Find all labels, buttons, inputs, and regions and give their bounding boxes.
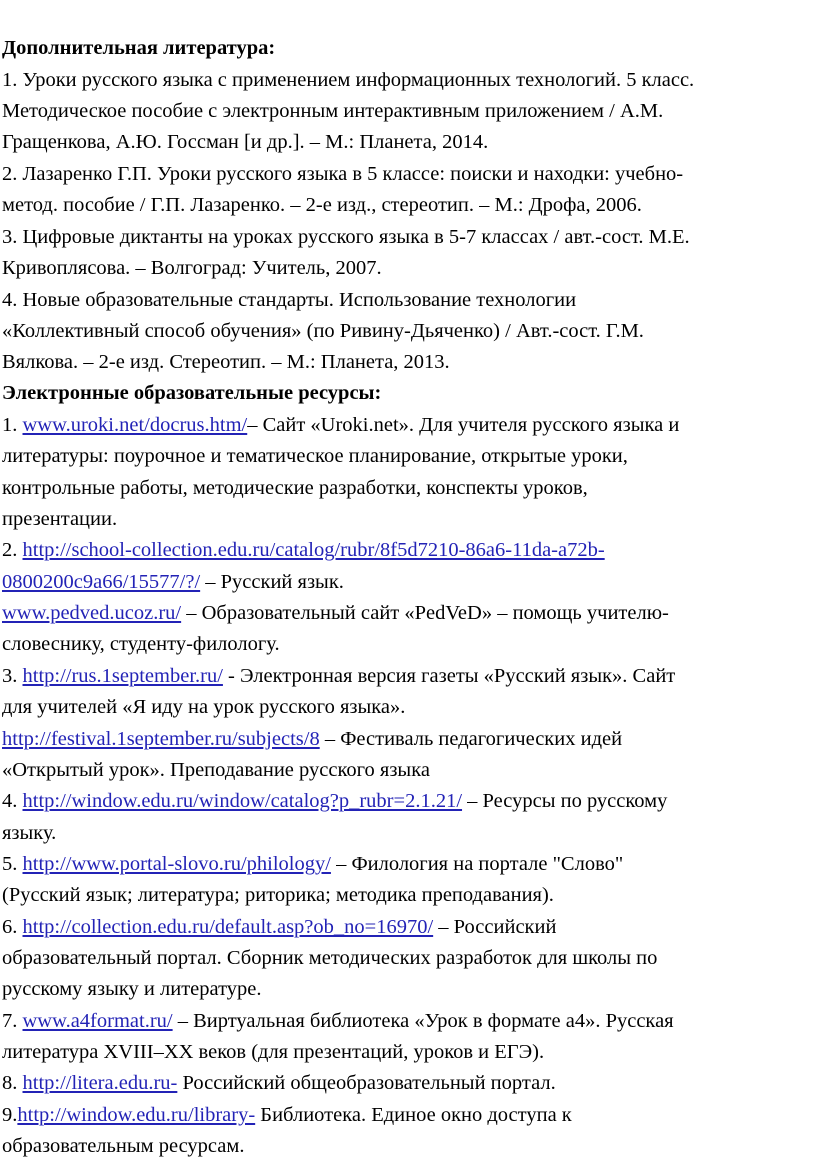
resource-2-line-2 xyxy=(2,570,344,594)
resource-1-line-1 xyxy=(2,413,679,437)
resource-5-line-2: (Русский язык; литература; риторика; методика преподавания). xyxy=(2,884,554,906)
resource-7-line-1 xyxy=(2,1009,674,1033)
resource-2-number: 2. xyxy=(2,539,23,561)
resource-2-text: – Русский язык. xyxy=(200,571,344,593)
resource-3b-line-2: «Открытый урок». Преподавание русского языка xyxy=(2,759,430,781)
resource-6-text: – Российский xyxy=(433,916,557,938)
resource-9-text: Библиотека. Единое окно доступа к xyxy=(255,1104,572,1126)
lit-item-1-line-3: Гращенкова, А.Ю. Госсман [и др.]. – М.: Планета, 2014. xyxy=(2,131,489,153)
resource-3b-link[interactable]: http://festival.1september.ru/subjects/8 xyxy=(2,728,320,750)
lit-item-4-line-1: 4. Новые образовательные стандарты. Использование технологии xyxy=(2,289,577,311)
resource-6-line-3: русскому языку и литературе. xyxy=(2,978,262,1000)
resource-3-line-1 xyxy=(2,664,675,688)
resource-7-text: – Виртуальная библиотека «Урок в формате а4». Русская xyxy=(172,1010,674,1032)
resource-3-line-2: для учителей «Я иду на урок русского языка». xyxy=(2,696,406,718)
resource-1-line-2: литературы: поурочное и тематическое планирование, открытые уроки, xyxy=(2,445,628,467)
resource-2b-text: – Образовательный сайт «PedVeD» – помощь учителю- xyxy=(181,602,669,624)
resource-5-text: – Филология на портале "Слово" xyxy=(330,853,624,875)
resource-7-link[interactable]: www.a4format.ru/ xyxy=(22,1010,173,1032)
resource-9-link[interactable]: http://window.edu.ru/library- xyxy=(17,1104,256,1126)
resource-4-line-2: языку. xyxy=(2,822,57,844)
resource-1-line-3: контрольные работы, методические разработки, конспекты уроков, xyxy=(2,477,588,499)
resource-3b-text: – Фестиваль педагогических идей xyxy=(319,728,623,750)
resource-8-text: Российский общеобразовательный портал. xyxy=(177,1072,556,1094)
resource-5-link[interactable]: http://www.portal-slovo.ru/philology/ xyxy=(22,853,331,875)
resource-4-number: 4. xyxy=(2,790,23,812)
resource-4-line-1 xyxy=(2,789,667,813)
resource-6-link[interactable]: http://collection.edu.ru/default.asp?ob_no=16970/ xyxy=(22,916,434,938)
heading-additional-literature: Дополнительная литература: xyxy=(2,37,276,59)
resource-2b-link[interactable]: www.pedved.ucoz.ru/ xyxy=(2,602,182,624)
resource-4-text: – Ресурсы по русскому xyxy=(462,790,668,812)
resource-3b-line-1 xyxy=(2,727,622,751)
resource-6-line-1 xyxy=(2,915,556,939)
lit-item-3-line-1: 3. Цифровые диктанты на уроках русского языка в 5-7 классах / авт.-сост. М.Е. xyxy=(2,226,690,248)
lit-item-4-line-3: Вялкова. – 2-е изд. Стереотип. – М.: Планета, 2013. xyxy=(2,351,450,373)
resource-2-link-part-1[interactable]: http://school-collection.edu.ru/catalog/rubr/8f5d7210-86a6-11da-a72b- xyxy=(22,539,605,561)
resource-8-number: 8. xyxy=(2,1072,23,1094)
resource-8-line-1 xyxy=(2,1071,556,1095)
resource-1-text: – Сайт «Uroki.net». Для учителя русского языка и xyxy=(247,414,680,436)
lit-item-1-line-1: 1. Уроки русского языка с применением информационных технологий. 5 класс. xyxy=(2,69,695,91)
resource-1-line-4: презентации. xyxy=(2,508,118,530)
resource-1-number: 1. xyxy=(2,414,23,436)
lit-item-1-line-2: Методическое пособие с электронным интерактивным приложением / А.М. xyxy=(2,100,664,122)
resource-2b-line-2: словеснику, студенту-филологу. xyxy=(2,633,280,655)
resource-5-line-1 xyxy=(2,852,623,876)
resource-9-line-1 xyxy=(2,1103,572,1127)
lit-item-3-line-2: Кривоплясова. – Волгоград: Учитель, 2007. xyxy=(2,257,382,279)
resource-2b-line-1 xyxy=(2,601,669,625)
resource-9-number: 9. xyxy=(2,1104,18,1126)
resource-7-number: 7. xyxy=(2,1010,23,1032)
resource-1-link[interactable]: www.uroki.net/docrus.htm/ xyxy=(22,414,248,436)
resource-3-text: - Электронная версия газеты «Русский язык». Сайт xyxy=(222,665,676,687)
resource-2-line-1 xyxy=(2,538,605,562)
resource-4-link[interactable]: http://window.edu.ru/window/catalog?p_rubr=2.1.21/ xyxy=(22,790,463,812)
heading-electronic-resources: Электронные образовательные ресурсы: xyxy=(2,382,382,404)
resource-2-link-part-2[interactable]: 0800200c9a66/15577/?/ xyxy=(2,571,201,593)
resource-5-number: 5. xyxy=(2,853,23,875)
lit-item-2-line-2: метод. пособие / Г.П. Лазаренко. – 2-е изд., стереотип. – М.: Дрофа, 2006. xyxy=(2,194,642,216)
resource-3-link[interactable]: http://rus.1september.ru/ xyxy=(22,665,223,687)
lit-item-2-line-1: 2. Лазаренко Г.П. Уроки русского языка в 5 классе: поиски и находки: учебно- xyxy=(2,163,684,185)
resource-7-line-2: литература XVIII–XX веков (для презентаций, уроков и ЕГЭ). xyxy=(2,1041,545,1063)
resource-6-number: 6. xyxy=(2,916,23,938)
resource-6-line-2: образовательный портал. Сборник методических разработок для школы по xyxy=(2,947,658,969)
lit-item-4-line-2: «Коллективный способ обучения» (по Ривину-Дьяченко) / Авт.-сост. Г.М. xyxy=(2,320,644,342)
resource-9-line-2: образовательным ресурсам. xyxy=(2,1135,245,1157)
resource-8-link[interactable]: http://litera.edu.ru- xyxy=(22,1072,178,1094)
resource-3-number: 3. xyxy=(2,665,23,687)
